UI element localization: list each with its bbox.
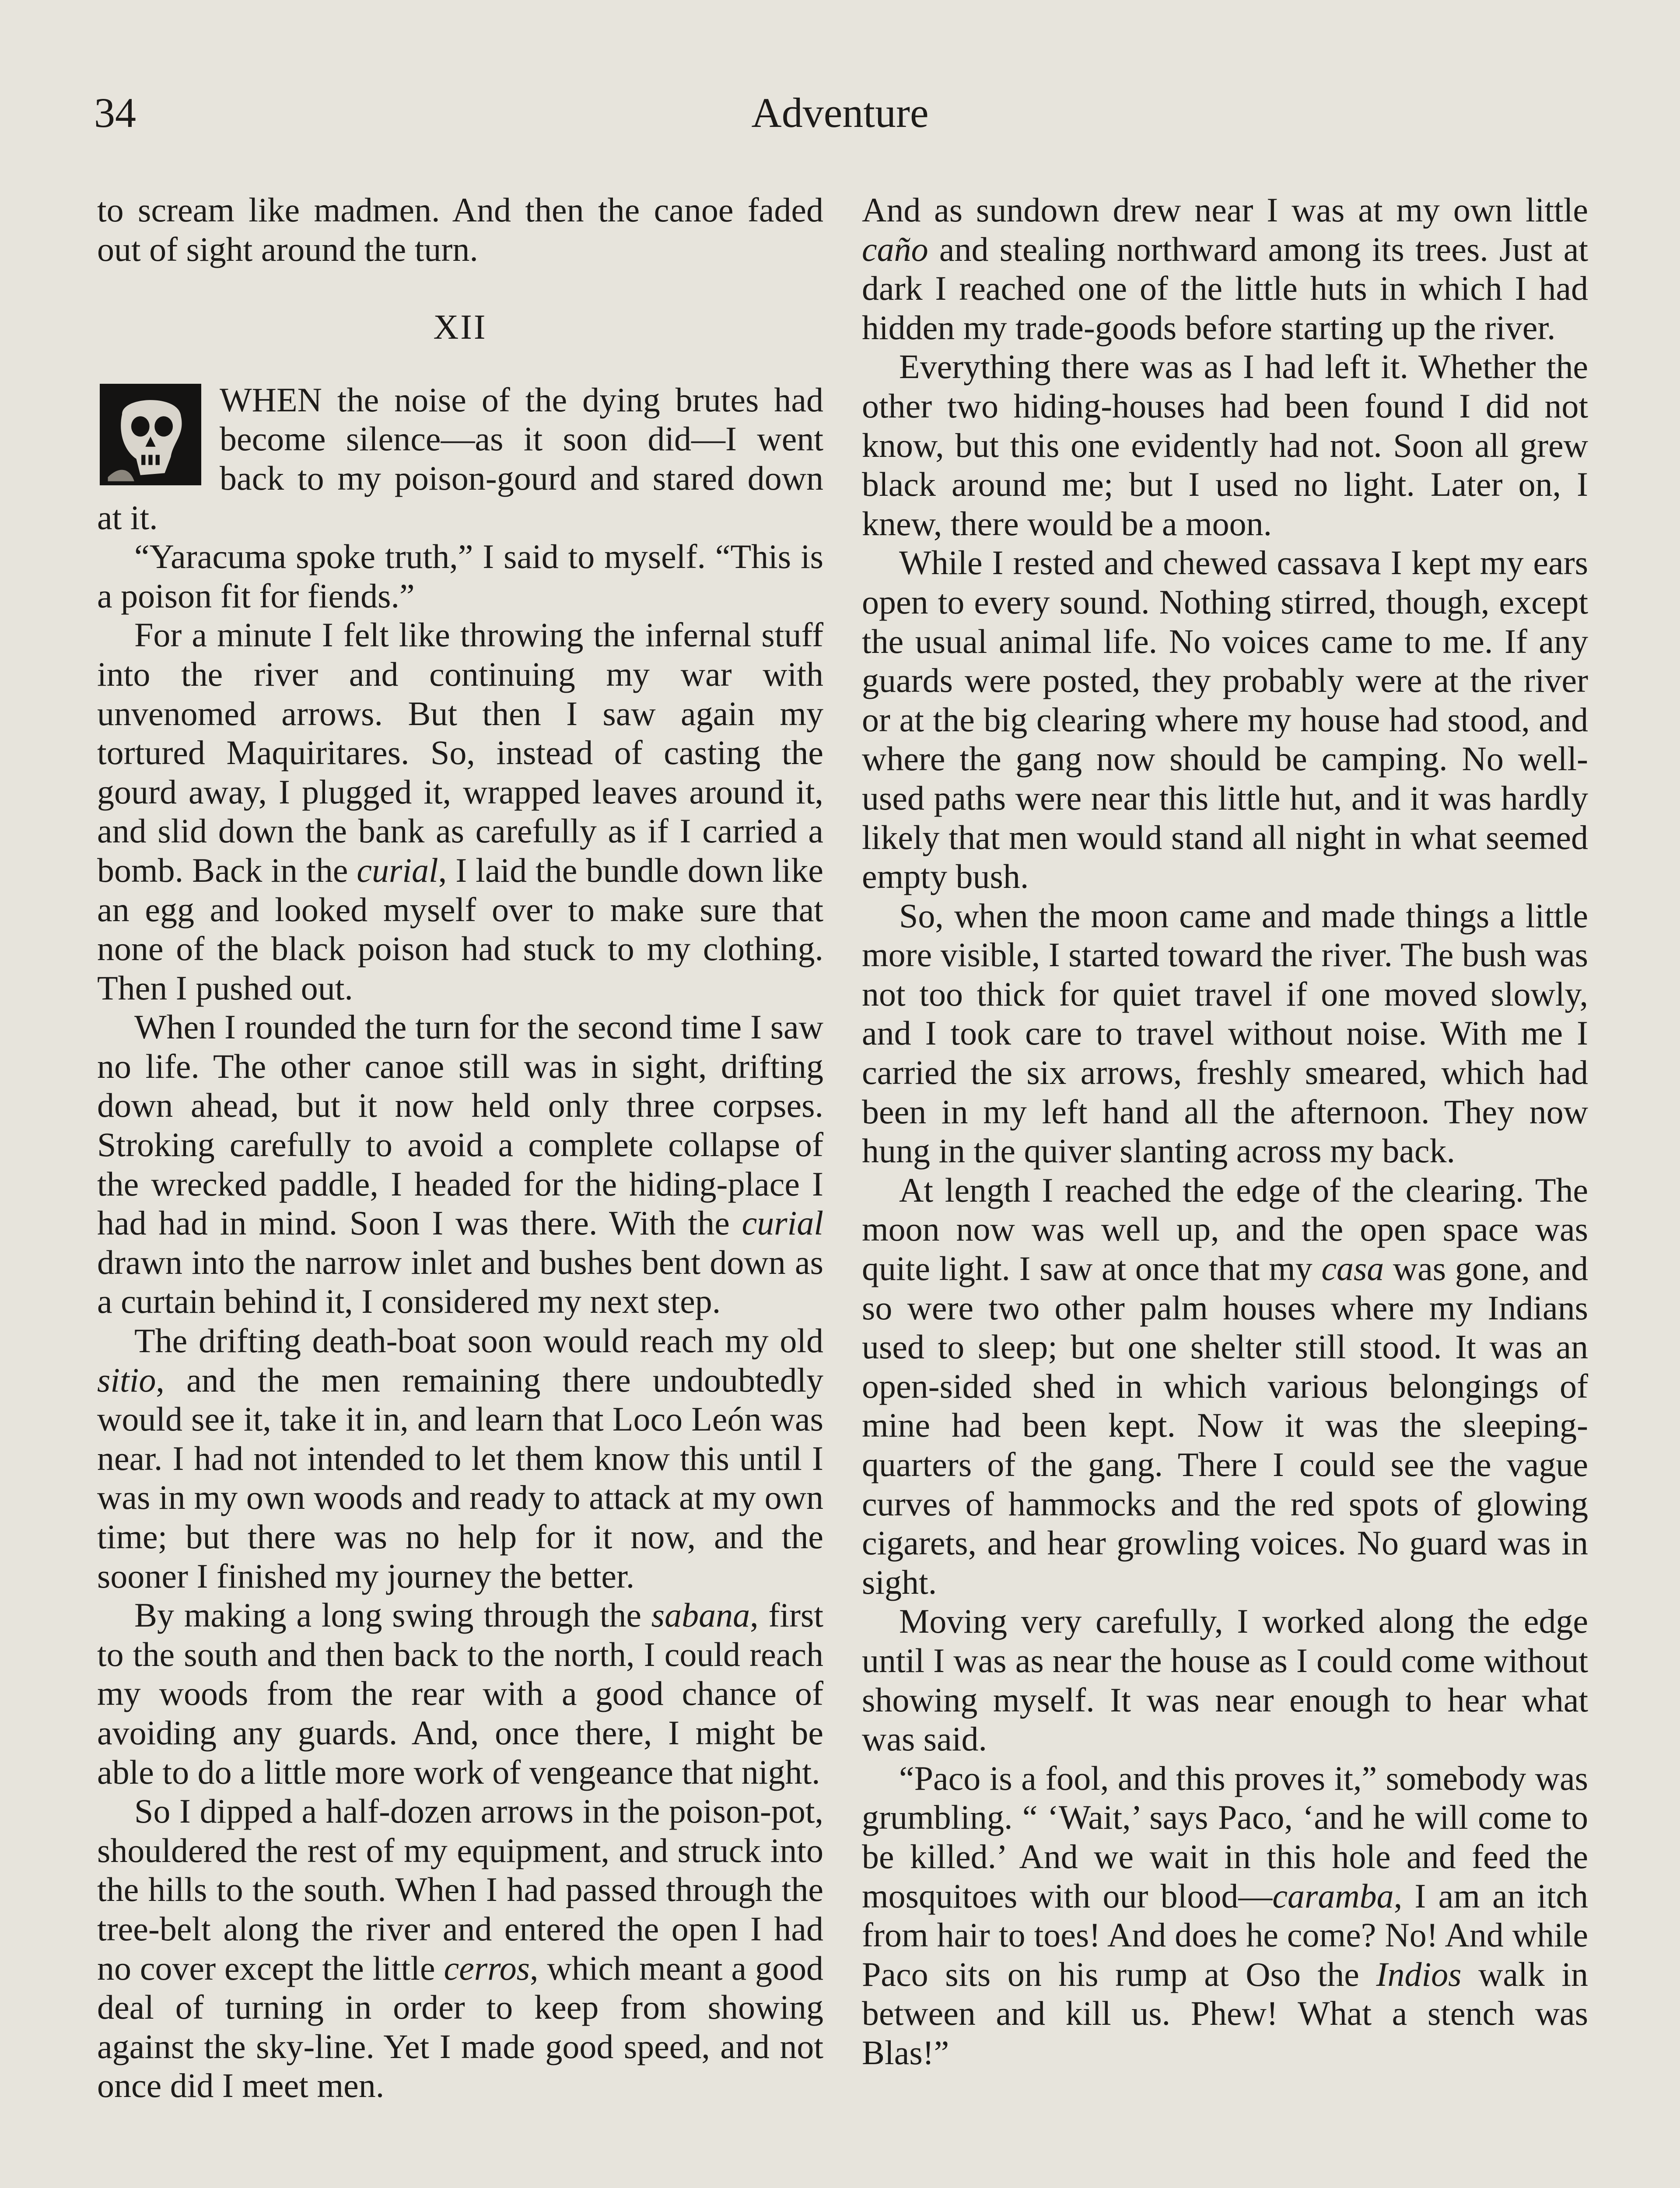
paragraph-sundown (862, 190, 1588, 347)
text-run: “Paco is a fool, and this proves it,” somebody was grumbling. “ ‘Wait,’ says Paco, ‘and he will come to be killed.’ And we wait in this hole and feed the mosquitoes with our blood— (862, 1759, 1588, 1915)
text-run: The drifting death-boat soon would reach my old (134, 1322, 823, 1360)
paragraph-for-a-minute (97, 615, 823, 1007)
italic-word: Indios (1376, 1955, 1462, 1993)
text-run: And as sundown drew near I was at my own little (862, 191, 1588, 229)
right-column (862, 190, 1588, 2072)
paragraph-continued: to scream like madmen. And then the canoe faded out of sight around the turn. (97, 191, 823, 268)
italic-word: caño (862, 230, 928, 268)
text-run: For a minute I felt like throwing the infernal stuff into the river and continuing my war with unvenomed arrows. But then I saw again my tortured Maquiritares. So, instead of casting the gourd away, I plugged it, wrapped leaves around it, and slid down the bank as carefully as if I carried a bomb. Back in the (97, 616, 823, 889)
italic-word: casa (1321, 1249, 1384, 1288)
chapter-opening-text: WHEN the noise of the dying brutes had become silence—as it soon did—I went back to my poison-gourd and stared down at it. (97, 380, 823, 536)
italic-word: curial (357, 851, 438, 889)
paragraph-moving: Moving very carefully, I worked along the edge until I was as near the house as I could come without showing myself. It was near enough to hear what was said. (862, 1602, 1588, 1758)
left-column (97, 190, 823, 2105)
text-run: walk in between and kill us. Phew! What a stench was Blas!” (862, 1955, 1588, 2072)
paragraph-rounded-turn (97, 1007, 823, 1321)
paragraph-chapter-opening (97, 380, 823, 537)
paragraph-yaracuma: “Yaracuma spoke truth,” I said to myself. “This is a poison fit for fiends.” (97, 537, 823, 615)
text-run: , which meant a good deal of turning in order to keep from showing against the sky-line. Yet I made good speed, and not once did I meet men. (97, 1949, 823, 2105)
text-run: , and the men remaining there undoubtedly would see it, take it in, and learn that Loco León was near. I had not intended to let them know this until I was in my own woods and ready to attack at my own time; but there was no help for it now, and the sooner I finished my journey the better. (97, 1360, 823, 1595)
italic-word: caramba (1272, 1876, 1394, 1915)
paragraph-drifting-boat (97, 1321, 823, 1595)
text-run: When I rounded the turn for the second time I saw no life. The other canoe still was in sight, drifting down ahead, but it now held only three corpses. Stroking carefully to avoid a complete collapse of the wrecked paddle, I headed for the hiding-place I had had in mind. Soon I was there. With the (97, 1008, 823, 1242)
paragraph-paco (862, 1759, 1588, 2072)
italic-word: sitio (97, 1360, 156, 1399)
italic-word: cerros (444, 1949, 530, 1987)
page-number: 34 (94, 89, 136, 136)
text-run: So I dipped a half-dozen arrows in the poison-pot, shouldered the rest of my equipment, and struck into the hills to the south. When I had passed through the tree-belt along the river and entered the open I had no cover except the little (97, 1792, 823, 1987)
chapter-heading: XII (433, 308, 487, 347)
skull-dropcap-illustration (100, 384, 201, 485)
text-run: At length I reached the edge of the clearing. The moon now was well up, and the open space was quite light. I saw at once that my (862, 1171, 1588, 1288)
paragraph-everything: Everything there was as I had left it. Whether the other two hiding-houses had been found I did not know, but this one evidently had not. Soon all grew black around me; but I used no light. Later on, I knew, there would be a moon. (862, 347, 1588, 543)
running-head-title: Adventure (751, 89, 929, 136)
paragraph-rested: While I rested and chewed cassava I kept my ears open to every sound. Nothing stirred, though, except the usual animal life. No voices came to me. If any guards were posted, they probably were at the river or at the big clearing where my house had stood, and where the gang now should be camping. No well-used paths were near this little hut, and it was hardly likely that men would stand all night in what seemed empty bush. (862, 543, 1588, 896)
italic-word: sabana (651, 1596, 750, 1634)
italic-word: curial (742, 1204, 823, 1242)
text-run: , I am an itch from hair to toes! And does he come? No! And while Paco sits on his rump at Oso the (862, 1876, 1588, 1993)
text-run: was gone, and so were two other palm houses where my Indians used to sleep; but one shelter still stood. It was an open-sided shed in which various belongings of mine had been kept. Now it was the sleeping-quarters of the gang. There I could see the vague curves of hammocks and the red spots of glowing cigarets, and hear growling voices. No guard was in sight. (862, 1249, 1589, 1601)
paragraph-clearing (862, 1171, 1588, 1602)
text-run: By making a long swing through the (134, 1596, 651, 1634)
text-run: , I laid the bundle down like an egg and looked myself over to make sure that none of the black poison had stuck to my clothing. Then I pushed out. (97, 851, 824, 1007)
paragraph-dipped-arrows (97, 1792, 823, 2105)
text-run: and stealing northward among its trees. Just at dark I reached one of the little huts in which I had hidden my trade-goods before starting up the river. (862, 230, 1588, 347)
paragraph-long-swing (97, 1595, 823, 1792)
text-run: , first to the south and then back to the north, I could reach my woods from the rear with a good chance of avoiding any guards. And, once there, I might be able to do a little more work of vengeance that night. (97, 1596, 823, 1791)
text-run: drawn into the narrow inlet and bushes bent down as a curtain behind it, I considered my next step. (97, 1243, 823, 1321)
paragraph-moon: So, when the moon came and made things a little more visible, I started toward the river. The bush was not too thick for quiet travel if one moved slowly, and I took care to travel without noise. With me I carried the six arrows, freshly smeared, which had been in my left hand all the afternoon. They now hung in the quiver slanting across my back. (862, 896, 1588, 1170)
